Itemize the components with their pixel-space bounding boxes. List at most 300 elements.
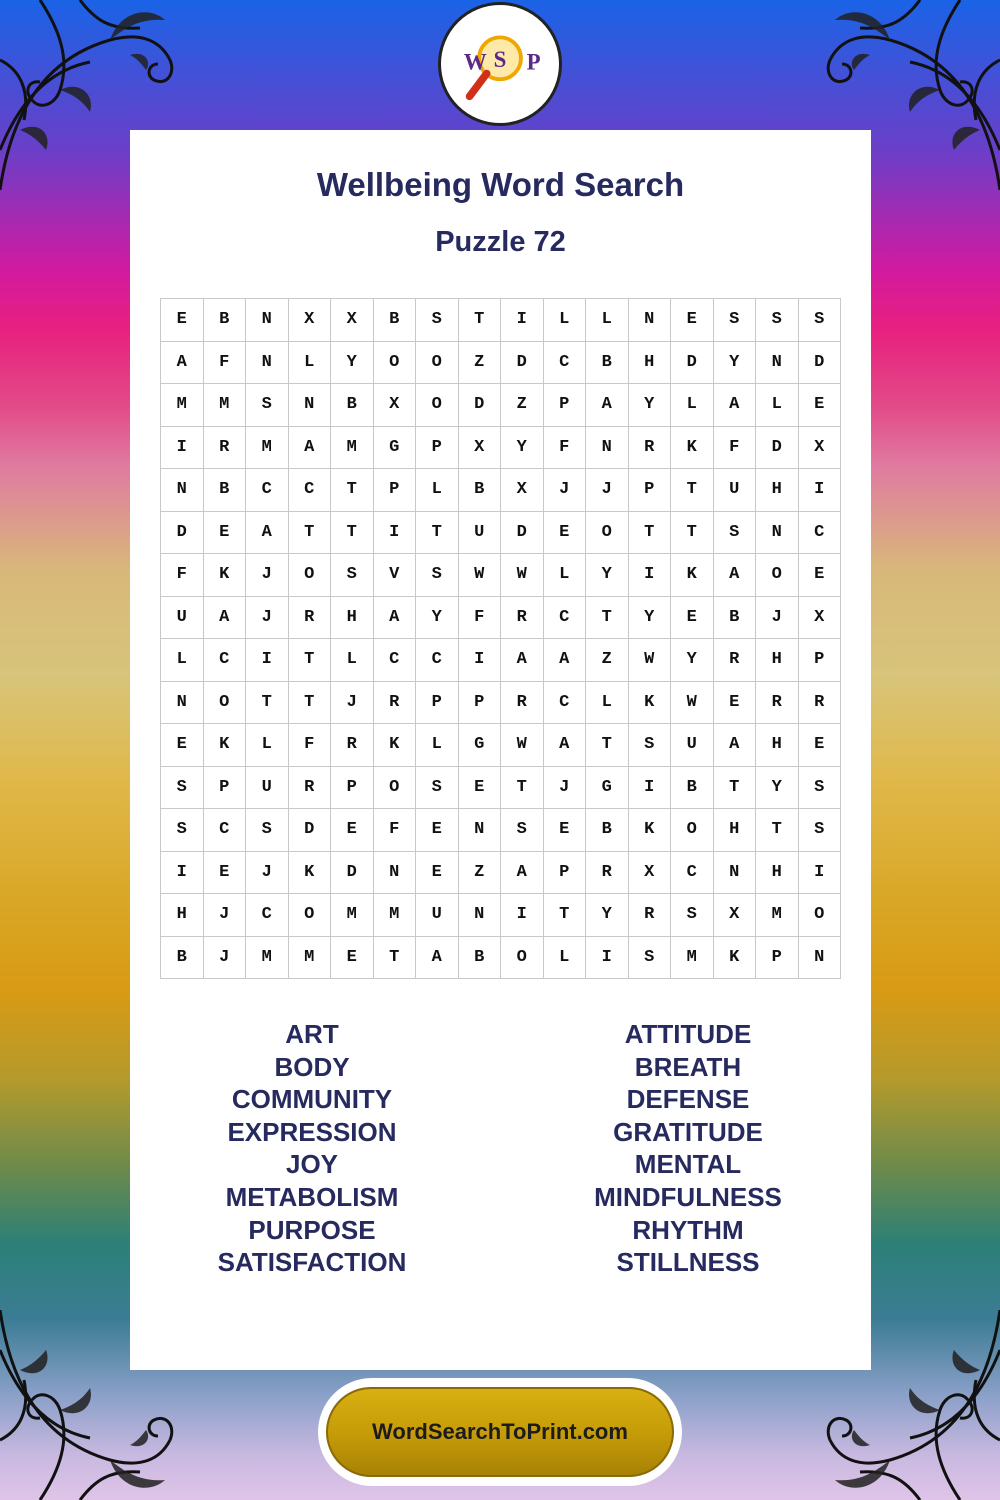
grid-cell: A bbox=[203, 596, 246, 639]
grid-cell: S bbox=[246, 384, 289, 427]
grid-cell: E bbox=[416, 809, 459, 852]
grid-cell: X bbox=[373, 384, 416, 427]
grid-cell: D bbox=[458, 384, 501, 427]
grid-cell: T bbox=[331, 511, 374, 554]
grid-cell: T bbox=[246, 681, 289, 724]
grid-cell: G bbox=[586, 766, 629, 809]
grid-cell: Y bbox=[671, 639, 714, 682]
grid-cell: T bbox=[373, 936, 416, 979]
grid-cell: B bbox=[458, 936, 501, 979]
grid-cell: O bbox=[416, 341, 459, 384]
grid-cell: J bbox=[246, 596, 289, 639]
grid-cell: P bbox=[331, 766, 374, 809]
grid-cell: U bbox=[458, 511, 501, 554]
grid-cell: T bbox=[288, 511, 331, 554]
grid-cell: O bbox=[288, 554, 331, 597]
grid-cell: E bbox=[161, 299, 204, 342]
grid-cell: I bbox=[501, 894, 544, 937]
grid-cell: A bbox=[416, 936, 459, 979]
grid-cell: H bbox=[713, 809, 756, 852]
grid-cell: E bbox=[543, 511, 586, 554]
grid-cell: S bbox=[416, 554, 459, 597]
grid-cell: P bbox=[458, 681, 501, 724]
grid-cell: E bbox=[798, 724, 841, 767]
grid-cell: C bbox=[798, 511, 841, 554]
grid-cell: P bbox=[416, 681, 459, 724]
grid-cell: U bbox=[713, 469, 756, 512]
grid-cell: X bbox=[501, 469, 544, 512]
grid-row bbox=[161, 341, 841, 384]
grid-row bbox=[161, 809, 841, 852]
grid-cell: T bbox=[458, 299, 501, 342]
grid-cell: I bbox=[798, 851, 841, 894]
grid-cell: H bbox=[756, 469, 799, 512]
grid-cell: Y bbox=[586, 554, 629, 597]
grid-cell: R bbox=[628, 426, 671, 469]
grid-cell: Y bbox=[713, 341, 756, 384]
grid-cell: U bbox=[161, 596, 204, 639]
grid-cell: S bbox=[331, 554, 374, 597]
word-list-item: RHYTHM bbox=[632, 1214, 744, 1245]
grid-cell: A bbox=[246, 511, 289, 554]
grid-cell: S bbox=[628, 936, 671, 979]
grid-cell: T bbox=[501, 766, 544, 809]
logo-letter-s: S bbox=[493, 46, 507, 72]
grid-cell: I bbox=[501, 299, 544, 342]
grid-cell: B bbox=[458, 469, 501, 512]
grid-cell: T bbox=[713, 766, 756, 809]
grid-cell: T bbox=[586, 724, 629, 767]
grid-row bbox=[161, 851, 841, 894]
grid-cell: B bbox=[331, 384, 374, 427]
grid-cell: J bbox=[203, 936, 246, 979]
grid-cell: P bbox=[543, 851, 586, 894]
word-list-item: PURPOSE bbox=[248, 1214, 376, 1245]
puzzle-card bbox=[130, 130, 871, 1370]
wsp-logo bbox=[438, 2, 562, 126]
grid-cell: O bbox=[373, 341, 416, 384]
grid-cell: I bbox=[246, 639, 289, 682]
grid-cell: Y bbox=[586, 894, 629, 937]
grid-cell: L bbox=[586, 299, 629, 342]
grid-cell: N bbox=[756, 341, 799, 384]
grid-cell: L bbox=[543, 299, 586, 342]
grid-cell: I bbox=[373, 511, 416, 554]
grid-cell: S bbox=[416, 299, 459, 342]
grid-cell: B bbox=[373, 299, 416, 342]
grid-cell: R bbox=[713, 639, 756, 682]
grid-cell: Z bbox=[586, 639, 629, 682]
grid-cell: A bbox=[373, 596, 416, 639]
grid-cell: J bbox=[756, 596, 799, 639]
grid-cell: K bbox=[373, 724, 416, 767]
grid-cell: Y bbox=[416, 596, 459, 639]
grid-cell: D bbox=[161, 511, 204, 554]
grid-cell: W bbox=[501, 724, 544, 767]
grid-cell: N bbox=[628, 299, 671, 342]
grid-cell: Y bbox=[331, 341, 374, 384]
website-badge bbox=[318, 1378, 682, 1486]
grid-cell: H bbox=[331, 596, 374, 639]
grid-cell: T bbox=[671, 511, 714, 554]
grid-cell: E bbox=[416, 851, 459, 894]
grid-cell: E bbox=[203, 851, 246, 894]
grid-cell: F bbox=[288, 724, 331, 767]
grid-cell: K bbox=[671, 426, 714, 469]
grid-row bbox=[161, 426, 841, 469]
grid-cell: E bbox=[458, 766, 501, 809]
grid-cell: L bbox=[288, 341, 331, 384]
grid-cell: P bbox=[416, 426, 459, 469]
logo-letter-p: P bbox=[526, 49, 541, 75]
grid-cell: J bbox=[331, 681, 374, 724]
grid-cell: W bbox=[458, 554, 501, 597]
grid-cell: F bbox=[713, 426, 756, 469]
grid-cell: O bbox=[373, 766, 416, 809]
grid-cell: T bbox=[416, 511, 459, 554]
grid-cell: M bbox=[161, 384, 204, 427]
grid-row bbox=[161, 639, 841, 682]
grid-cell: C bbox=[246, 469, 289, 512]
grid-cell: J bbox=[586, 469, 629, 512]
page-title: Wellbeing Word Search bbox=[316, 166, 685, 203]
grid-cell: C bbox=[543, 596, 586, 639]
grid-cell: B bbox=[161, 936, 204, 979]
grid-row bbox=[161, 681, 841, 724]
grid-cell: S bbox=[713, 511, 756, 554]
grid-cell: M bbox=[288, 936, 331, 979]
grid-cell: K bbox=[203, 724, 246, 767]
grid-cell: O bbox=[756, 554, 799, 597]
grid-cell: D bbox=[501, 341, 544, 384]
grid-cell: E bbox=[331, 809, 374, 852]
grid-cell: S bbox=[756, 299, 799, 342]
grid-cell: O bbox=[798, 894, 841, 937]
grid-cell: T bbox=[628, 511, 671, 554]
grid-cell: O bbox=[586, 511, 629, 554]
grid-cell: D bbox=[798, 341, 841, 384]
grid-cell: J bbox=[543, 766, 586, 809]
grid-cell: J bbox=[203, 894, 246, 937]
word-list-item: BODY bbox=[274, 1051, 350, 1082]
grid-cell: A bbox=[501, 639, 544, 682]
grid-cell: S bbox=[798, 766, 841, 809]
grid-cell: K bbox=[203, 554, 246, 597]
grid-cell: L bbox=[161, 639, 204, 682]
grid-cell: N bbox=[798, 936, 841, 979]
grid-cell: A bbox=[543, 639, 586, 682]
grid-cell: S bbox=[671, 894, 714, 937]
grid-row bbox=[161, 596, 841, 639]
grid-cell: K bbox=[713, 936, 756, 979]
grid-cell: Y bbox=[628, 596, 671, 639]
grid-cell: N bbox=[288, 384, 331, 427]
word-list-right bbox=[523, 1018, 853, 1279]
grid-cell: O bbox=[416, 384, 459, 427]
grid-cell: A bbox=[543, 724, 586, 767]
grid-cell: B bbox=[203, 469, 246, 512]
grid-cell: S bbox=[798, 809, 841, 852]
grid-cell: W bbox=[628, 639, 671, 682]
grid-cell: M bbox=[671, 936, 714, 979]
grid-cell: F bbox=[458, 596, 501, 639]
grid-cell: X bbox=[713, 894, 756, 937]
word-list-item: DEFENSE bbox=[626, 1084, 750, 1115]
grid-cell: Y bbox=[756, 766, 799, 809]
grid-cell: L bbox=[331, 639, 374, 682]
grid-cell: Z bbox=[501, 384, 544, 427]
grid-cell: B bbox=[203, 299, 246, 342]
grid-cell: A bbox=[586, 384, 629, 427]
puzzle-number: Puzzle 72 bbox=[435, 226, 566, 258]
grid-cell: H bbox=[756, 724, 799, 767]
grid-cell: F bbox=[543, 426, 586, 469]
grid-cell: T bbox=[288, 639, 331, 682]
grid-cell: I bbox=[586, 936, 629, 979]
word-list-item: JOY bbox=[285, 1149, 339, 1180]
grid-cell: X bbox=[798, 596, 841, 639]
grid-cell: Y bbox=[628, 384, 671, 427]
grid-cell: F bbox=[373, 809, 416, 852]
grid-cell: R bbox=[288, 596, 331, 639]
grid-cell: D bbox=[331, 851, 374, 894]
word-list-left bbox=[147, 1018, 477, 1279]
word-list-item: SATISFACTION bbox=[217, 1247, 407, 1278]
grid-cell: I bbox=[161, 426, 204, 469]
grid-cell: C bbox=[543, 681, 586, 724]
grid-cell: L bbox=[586, 681, 629, 724]
grid-cell: K bbox=[628, 809, 671, 852]
grid-cell: J bbox=[246, 851, 289, 894]
grid-cell: N bbox=[246, 299, 289, 342]
grid-cell: S bbox=[628, 724, 671, 767]
grid-cell: G bbox=[458, 724, 501, 767]
grid-cell: Z bbox=[458, 851, 501, 894]
grid-cell: H bbox=[756, 851, 799, 894]
grid-cell: E bbox=[671, 299, 714, 342]
word-list-item: MENTAL bbox=[634, 1149, 742, 1180]
grid-cell: E bbox=[543, 809, 586, 852]
grid-cell: D bbox=[288, 809, 331, 852]
grid-cell: A bbox=[713, 724, 756, 767]
grid-cell: A bbox=[161, 341, 204, 384]
grid-cell: O bbox=[203, 681, 246, 724]
grid-cell: X bbox=[288, 299, 331, 342]
grid-cell: B bbox=[586, 809, 629, 852]
word-list-item: STILLNESS bbox=[616, 1247, 760, 1278]
grid-cell: T bbox=[543, 894, 586, 937]
grid-cell: U bbox=[246, 766, 289, 809]
grid-cell: D bbox=[501, 511, 544, 554]
grid-cell: W bbox=[501, 554, 544, 597]
grid-cell: L bbox=[756, 384, 799, 427]
grid-cell: I bbox=[628, 766, 671, 809]
grid-row bbox=[161, 724, 841, 767]
grid-cell: R bbox=[203, 426, 246, 469]
grid-cell: X bbox=[331, 299, 374, 342]
grid-cell: F bbox=[203, 341, 246, 384]
grid-cell: N bbox=[458, 894, 501, 937]
grid-cell: M bbox=[203, 384, 246, 427]
grid-cell: R bbox=[628, 894, 671, 937]
grid-cell: O bbox=[671, 809, 714, 852]
grid-cell: K bbox=[288, 851, 331, 894]
grid-cell: P bbox=[203, 766, 246, 809]
grid-row bbox=[161, 554, 841, 597]
grid-cell: C bbox=[246, 894, 289, 937]
grid-cell: R bbox=[798, 681, 841, 724]
grid-cell: M bbox=[373, 894, 416, 937]
grid-cell: M bbox=[331, 894, 374, 937]
grid-cell: B bbox=[586, 341, 629, 384]
grid-cell: N bbox=[586, 426, 629, 469]
grid-cell: L bbox=[416, 469, 459, 512]
grid-cell: K bbox=[671, 554, 714, 597]
grid-cell: R bbox=[586, 851, 629, 894]
magnifier-icon bbox=[441, 5, 559, 123]
grid-cell: E bbox=[798, 384, 841, 427]
word-list-item: ART bbox=[285, 1019, 339, 1049]
grid-cell: C bbox=[203, 639, 246, 682]
grid-cell: B bbox=[671, 766, 714, 809]
word-list-item: COMMUNITY bbox=[231, 1084, 393, 1115]
grid-cell: M bbox=[246, 426, 289, 469]
grid-cell: C bbox=[416, 639, 459, 682]
grid-cell: S bbox=[501, 809, 544, 852]
grid-cell: N bbox=[161, 681, 204, 724]
grid-cell: Y bbox=[501, 426, 544, 469]
grid-cell: K bbox=[628, 681, 671, 724]
grid-cell: E bbox=[671, 596, 714, 639]
grid-cell: U bbox=[416, 894, 459, 937]
grid-cell: I bbox=[458, 639, 501, 682]
grid-cell: S bbox=[161, 809, 204, 852]
grid-cell: R bbox=[501, 681, 544, 724]
grid-cell: T bbox=[288, 681, 331, 724]
logo-letter-w: W bbox=[463, 49, 487, 75]
grid-cell: J bbox=[543, 469, 586, 512]
grid-cell: S bbox=[798, 299, 841, 342]
grid-cell: C bbox=[288, 469, 331, 512]
grid-cell: C bbox=[373, 639, 416, 682]
grid-cell: T bbox=[756, 809, 799, 852]
grid-cell: H bbox=[161, 894, 204, 937]
grid-cell: P bbox=[756, 936, 799, 979]
grid-cell: T bbox=[586, 596, 629, 639]
grid-cell: R bbox=[756, 681, 799, 724]
grid-cell: T bbox=[331, 469, 374, 512]
word-list-item: METABOLISM bbox=[225, 1181, 399, 1212]
grid-cell: O bbox=[501, 936, 544, 979]
word-list-item: ATTITUDE bbox=[624, 1019, 752, 1049]
grid-cell: N bbox=[161, 469, 204, 512]
grid-cell: L bbox=[543, 554, 586, 597]
grid-cell: O bbox=[288, 894, 331, 937]
grid-row bbox=[161, 511, 841, 554]
grid-cell: P bbox=[373, 469, 416, 512]
website-link[interactable]: WordSearchToPrint.com bbox=[326, 1387, 674, 1477]
grid-cell: F bbox=[161, 554, 204, 597]
grid-cell: I bbox=[161, 851, 204, 894]
grid-cell: Z bbox=[458, 341, 501, 384]
grid-cell: E bbox=[798, 554, 841, 597]
grid-cell: M bbox=[756, 894, 799, 937]
grid-cell: V bbox=[373, 554, 416, 597]
grid-cell: E bbox=[713, 681, 756, 724]
grid-cell: L bbox=[246, 724, 289, 767]
grid-cell: L bbox=[671, 384, 714, 427]
grid-cell: R bbox=[331, 724, 374, 767]
grid-cell: E bbox=[331, 936, 374, 979]
grid-cell: D bbox=[671, 341, 714, 384]
grid-cell: N bbox=[458, 809, 501, 852]
grid-cell: I bbox=[628, 554, 671, 597]
grid-cell: E bbox=[203, 511, 246, 554]
grid-row bbox=[161, 936, 841, 979]
grid-cell: P bbox=[543, 384, 586, 427]
grid-cell: S bbox=[161, 766, 204, 809]
grid-cell: P bbox=[798, 639, 841, 682]
grid-cell: L bbox=[416, 724, 459, 767]
grid-cell: A bbox=[288, 426, 331, 469]
grid-cell: C bbox=[543, 341, 586, 384]
grid-cell: X bbox=[458, 426, 501, 469]
grid-cell: P bbox=[628, 469, 671, 512]
grid-cell: S bbox=[713, 299, 756, 342]
grid-cell: J bbox=[246, 554, 289, 597]
grid-cell: R bbox=[501, 596, 544, 639]
grid-cell: H bbox=[628, 341, 671, 384]
word-list-item: MINDFULNESS bbox=[594, 1181, 782, 1212]
grid-cell: D bbox=[756, 426, 799, 469]
grid-row bbox=[161, 384, 841, 427]
grid-cell: N bbox=[756, 511, 799, 554]
grid-cell: A bbox=[713, 384, 756, 427]
grid-cell: R bbox=[288, 766, 331, 809]
grid-cell: N bbox=[713, 851, 756, 894]
grid-row bbox=[161, 469, 841, 512]
grid-cell: W bbox=[671, 681, 714, 724]
grid-cell: I bbox=[798, 469, 841, 512]
grid-cell: M bbox=[246, 936, 289, 979]
grid-cell: R bbox=[373, 681, 416, 724]
grid-row bbox=[161, 299, 841, 342]
grid-cell: B bbox=[713, 596, 756, 639]
grid-row bbox=[161, 894, 841, 937]
grid-cell: S bbox=[416, 766, 459, 809]
grid-cell: N bbox=[246, 341, 289, 384]
grid-cell: L bbox=[543, 936, 586, 979]
grid-cell: M bbox=[331, 426, 374, 469]
word-list-item: GRATITUDE bbox=[613, 1116, 763, 1147]
grid-cell: H bbox=[756, 639, 799, 682]
letter-grid bbox=[160, 298, 841, 979]
word-list-item: BREATH bbox=[634, 1051, 742, 1082]
grid-cell: C bbox=[671, 851, 714, 894]
grid-cell: N bbox=[373, 851, 416, 894]
word-list-item: EXPRESSION bbox=[227, 1116, 397, 1147]
grid-cell: C bbox=[203, 809, 246, 852]
grid-cell: X bbox=[628, 851, 671, 894]
grid-cell: A bbox=[501, 851, 544, 894]
grid-cell: T bbox=[671, 469, 714, 512]
grid-row bbox=[161, 766, 841, 809]
grid-cell: A bbox=[713, 554, 756, 597]
grid-cell: U bbox=[671, 724, 714, 767]
grid-cell: G bbox=[373, 426, 416, 469]
grid-cell: E bbox=[161, 724, 204, 767]
grid-cell: X bbox=[798, 426, 841, 469]
